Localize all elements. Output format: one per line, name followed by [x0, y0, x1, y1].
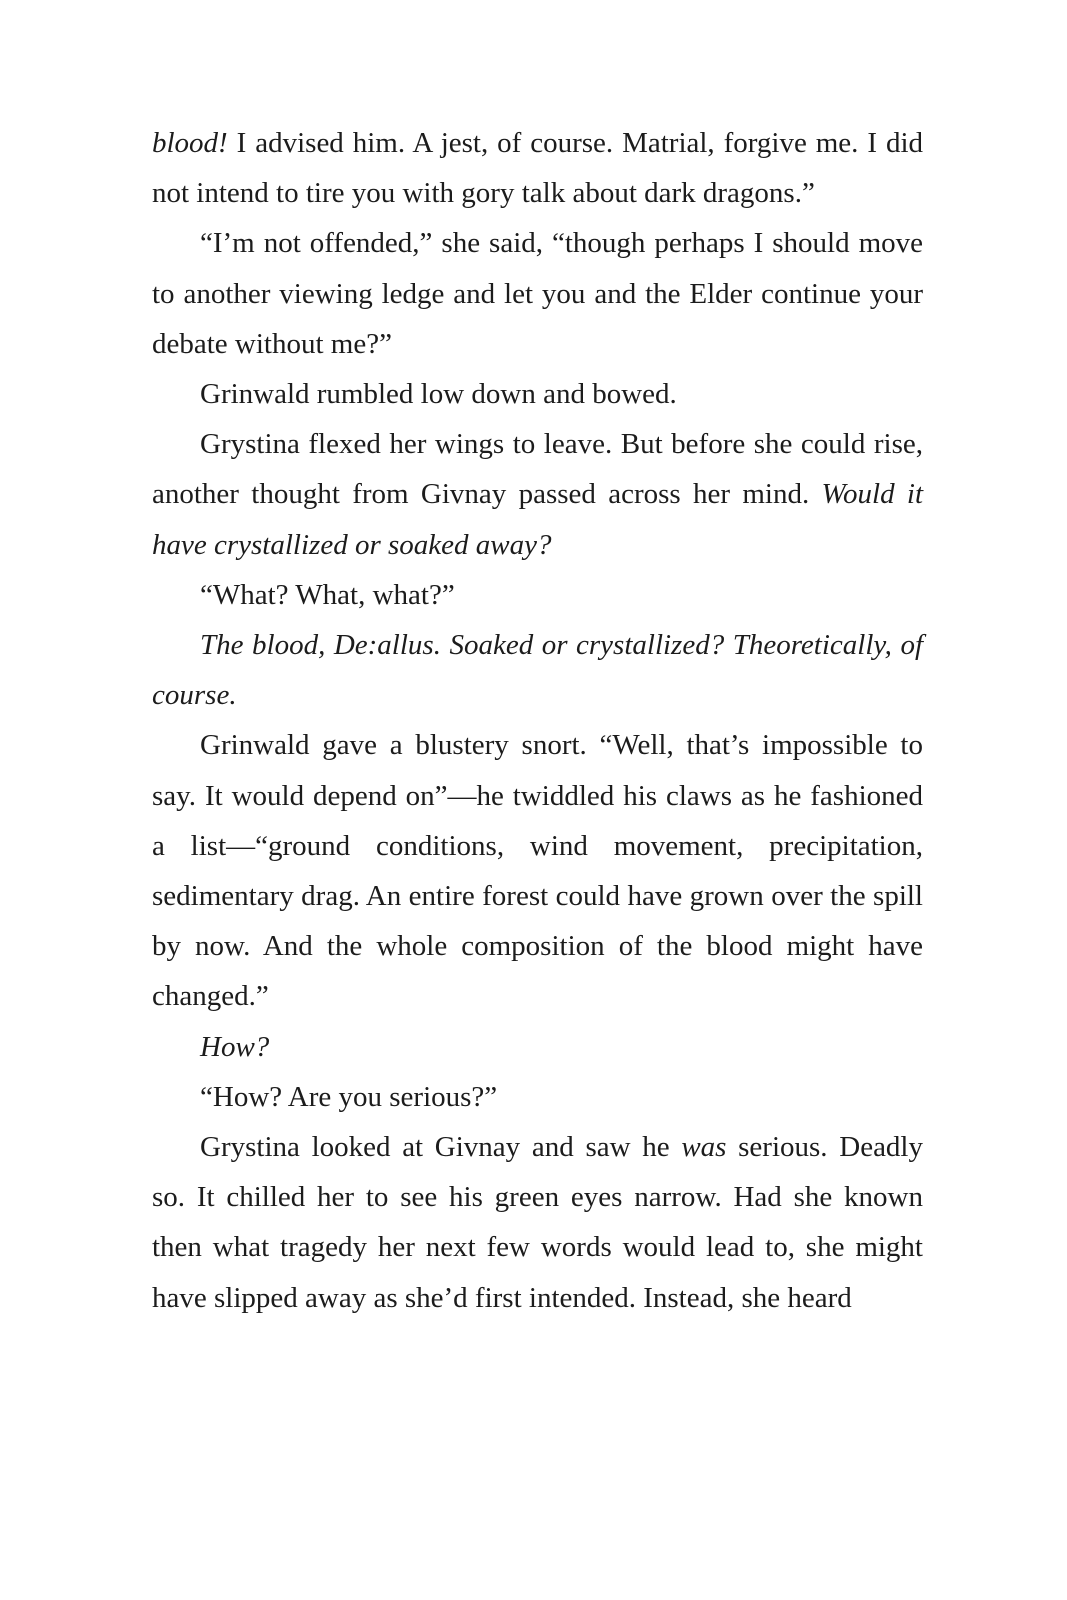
text-segment: I advised him. A jest, of course. Matrial, forgive me. I did not intend to tire you with gory talk about dark dragons.” [152, 127, 923, 210]
paragraph [152, 570, 923, 620]
text-segment-italic: The blood, De:allus. Soaked or crystallized? Theoretically, of course. [152, 629, 923, 712]
text-segment: Grinwald gave a blustery snort. “Well, that’s impossible to say. It would depend on”—he twiddled his claws as he fashioned a list—“ground conditions, wind movement, precipitation, sedimentary drag. An entire forest could have grown over the spill by now. And the whole composition of the blood might have changed.” [152, 729, 923, 1013]
book-page-text [152, 118, 923, 1323]
paragraph [152, 1072, 923, 1122]
paragraph [152, 419, 923, 570]
text-segment: serious. Deadly so. It chilled her to see his green eyes narrow. Had she known then what tragedy her next few words would lead to, she might have slipped away as she’d first intended. Instead, she heard [152, 1131, 923, 1314]
paragraph [152, 369, 923, 419]
paragraph [152, 1022, 923, 1072]
text-segment: “I’m not offended,” she said, “though perhaps I should move to another viewing ledge and let you and the Elder continue your debate without me?” [152, 227, 923, 360]
text-segment: Grystina looked at Givnay and saw he [200, 1131, 682, 1164]
text-segment-italic: How? [200, 1030, 270, 1063]
text-segment: “How? Are you serious?” [200, 1080, 498, 1113]
text-segment-italic: Would it have crystallized or soaked away? [152, 478, 923, 561]
paragraph [152, 218, 923, 369]
text-segment: “What? What, what?” [200, 578, 455, 611]
paragraph [152, 620, 923, 720]
text-segment-italic: blood! [152, 127, 228, 159]
text-segment-italic: was [681, 1131, 727, 1164]
paragraph [152, 1122, 923, 1323]
text-segment: Grystina flexed her wings to leave. But before she could rise, another thought from Givnay passed across her mind. [152, 428, 923, 511]
paragraph [152, 720, 923, 1021]
paragraph [152, 118, 923, 218]
text-segment: Grinwald rumbled low down and bowed. [200, 378, 677, 411]
